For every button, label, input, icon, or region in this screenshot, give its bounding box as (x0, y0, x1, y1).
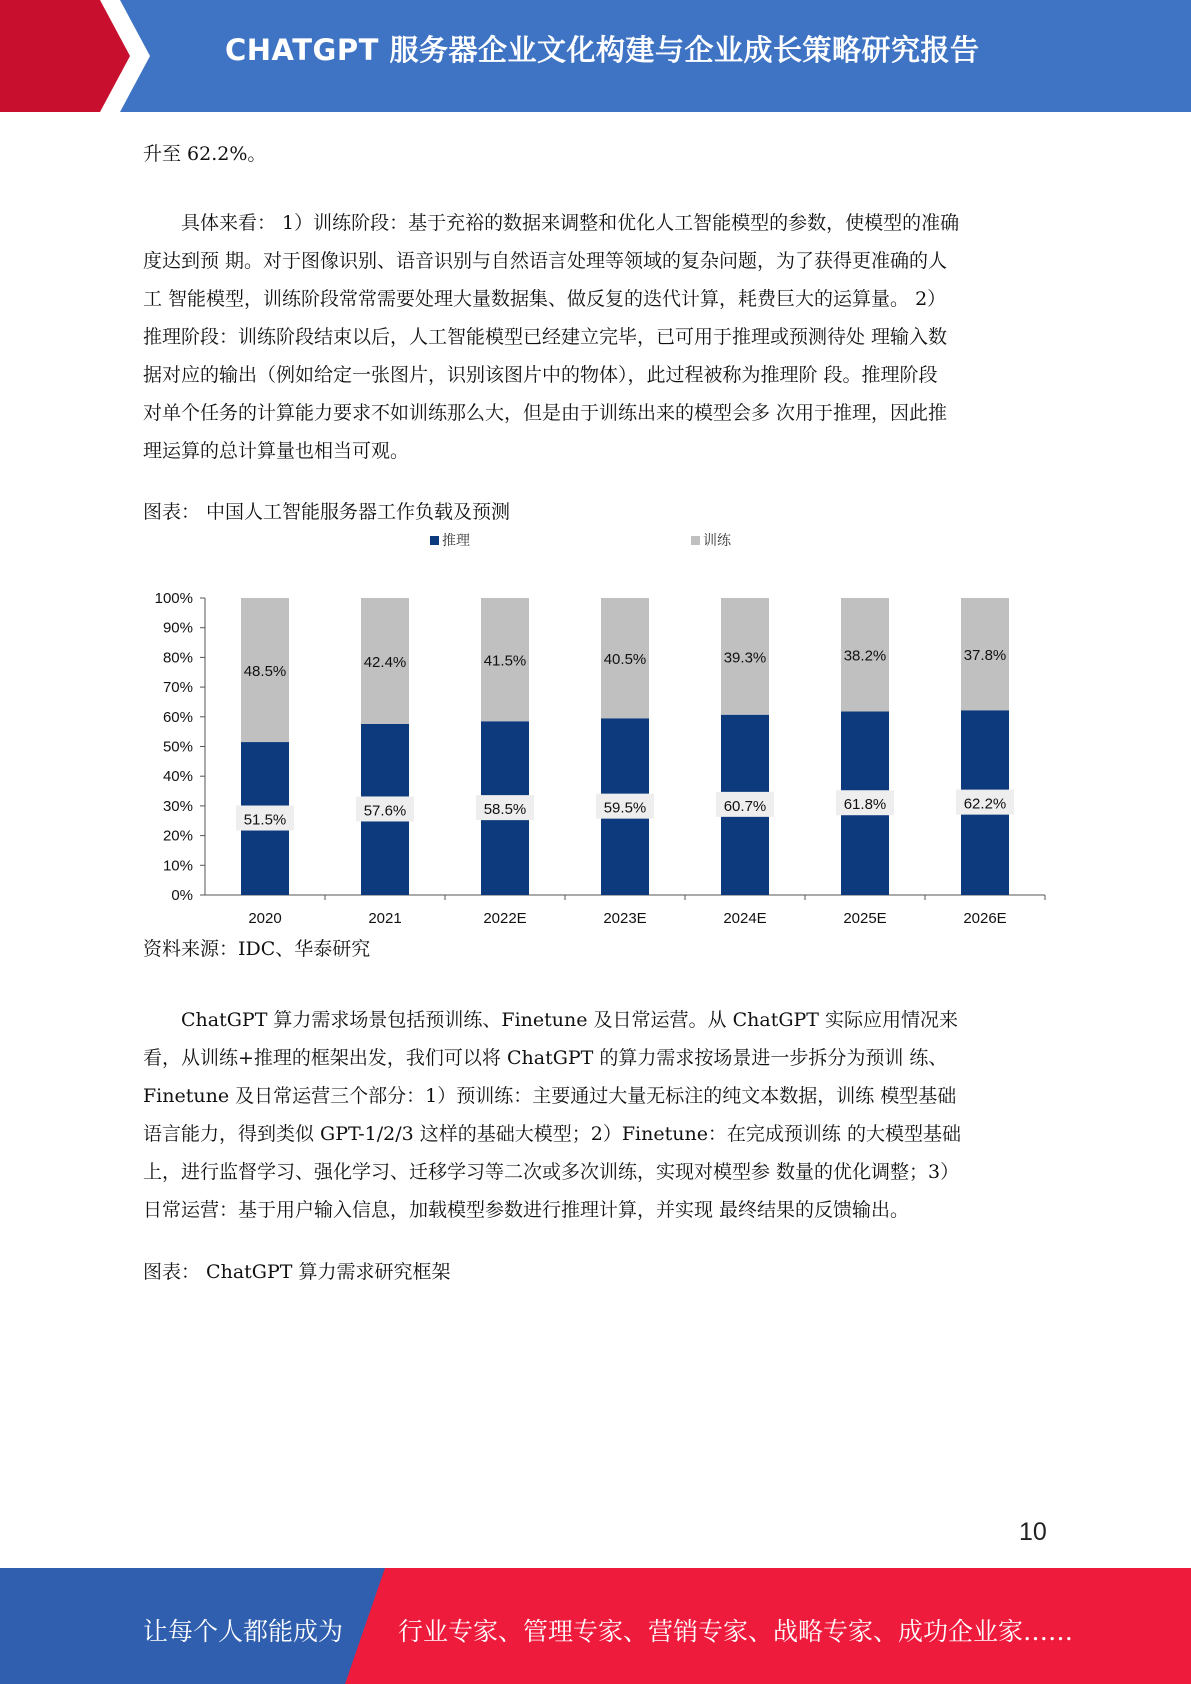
data-label-inference: 61.8% (843, 796, 887, 814)
x-tick-label: 2026E (963, 910, 1007, 927)
paragraph-line: 具体来看： 1）训练阶段：基于充裕的数据来调整和优化人工智能模型的参数，使模型的准确 (181, 212, 960, 234)
data-label-training: 40.5% (603, 651, 647, 669)
y-tick-label: 40% (162, 768, 193, 786)
paragraph-line: 看，从训练+推理的框架出发，我们可以将 ChatGPT 的算力需求按场景进一步拆分为预训 练、 (143, 1047, 948, 1069)
data-label-inference: 58.5% (483, 801, 527, 819)
page-number: 10 (1019, 1518, 1047, 1546)
x-tick-label: 2021 (368, 910, 402, 927)
paragraph-stages (143, 204, 1048, 470)
x-tick-label: 2024E (723, 910, 767, 927)
legend-label-training: 训练 (703, 533, 731, 549)
y-tick-label: 90% (162, 619, 193, 637)
paragraph-line: 理运算的总计算量也相当可观。 (143, 440, 410, 462)
y-tick-label: 0% (171, 887, 193, 904)
y-tick-label: 60% (162, 708, 193, 726)
y-tick-label: 80% (162, 649, 193, 667)
workload-stacked-bar-chart (140, 525, 1060, 930)
data-label-training: 48.5% (243, 663, 287, 681)
y-tick-label: 70% (162, 679, 193, 697)
paragraph-line: 上，进行监督学习、强化学习、迁移学习等二次或多次训练，实现对模型参 数量的优化调整；3） (143, 1161, 960, 1183)
figure2-caption: 图表： ChatGPT 算力需求研究框架 (143, 1261, 451, 1283)
x-tick-label: 2023E (603, 910, 647, 927)
figure1-caption: 图表： 中国人工智能服务器工作负载及预测 (143, 501, 511, 523)
header-chevron-decoration (0, 0, 160, 112)
legend-label-inference: 推理 (442, 533, 470, 549)
data-label-training: 42.4% (363, 653, 407, 671)
paragraph-intro: 升至 62.2%。 (143, 143, 267, 165)
x-tick-label: 2022E (483, 910, 527, 927)
paragraph-line: 工 智能模型，训练阶段常常需要处理大量数据集、做反复的迭代计算，耗费巨大的运算量。 2） (143, 288, 947, 310)
data-label-training: 41.5% (483, 652, 527, 670)
x-tick-label: 2025E (843, 910, 887, 927)
data-label-inference: 57.6% (363, 802, 407, 820)
paragraph-chatgpt (143, 1001, 1048, 1229)
y-tick-label: 20% (162, 827, 193, 845)
y-tick-label: 10% (162, 857, 193, 875)
legend-swatch-inference (430, 536, 439, 545)
data-label-training: 39.3% (723, 649, 767, 667)
paragraph-line: 对单个任务的计算能力要求不如训练那么大，但是由于训练出来的模型会多 次用于推理，因此推 (143, 402, 948, 424)
footer-slogan-left: 让每个人都能成为 (143, 1617, 344, 1646)
legend-swatch-training (691, 536, 700, 545)
paragraph-line: 推理阶段：训练阶段结束以后，人工智能模型已经建立完毕，已可用于推理或预测待处 理输入数 (143, 326, 948, 348)
data-label-inference: 59.5% (603, 799, 647, 817)
header-title: CHATGPT 服务器企业文化构建与企业成长策略研究报告 (225, 33, 980, 67)
paragraph-line: Finetune 及日常运营三个部分：1）预训练：主要通过大量无标注的纯文本数据，训练 模型基础 (143, 1085, 957, 1107)
chart-source: 资料来源：IDC、华泰研究 (143, 938, 371, 960)
paragraph-line: ChatGPT 算力需求场景包括预训练、Finetune 及日常运营。从 ChatGPT 实际应用情况来 (181, 1009, 958, 1031)
data-label-training: 38.2% (843, 647, 887, 665)
page-header (0, 0, 1191, 112)
paragraph-line: 据对应的输出（例如给定一张图片，识别该图片中的物体），此过程被称为推理阶 段。推理阶段 (143, 364, 938, 386)
paragraph-line: 日常运营：基于用户输入信息，加载模型参数进行推理计算，并实现 最终结果的反馈输出。 (143, 1199, 910, 1221)
data-label-inference: 60.7% (723, 797, 767, 815)
x-tick-label: 2020 (248, 910, 282, 927)
paragraph-line: 度达到预 期。对于图像识别、语音识别与自然语言处理等领域的复杂问题，为了获得更准确的人 (143, 250, 948, 272)
data-label-inference: 62.2% (963, 795, 1007, 813)
y-tick-label: 50% (162, 738, 193, 756)
y-tick-label: 100% (154, 590, 193, 607)
data-label-training: 37.8% (963, 647, 1007, 665)
data-label-inference: 51.5% (243, 811, 287, 829)
paragraph-line: 语言能力，得到类似 GPT-1/2/3 这样的基础大模型；2）Finetune：在完成预训练 的大模型基础 (143, 1123, 961, 1145)
y-tick-label: 30% (162, 797, 193, 815)
footer-slogan-right: 行业专家、管理专家、营销专家、战略专家、成功企业家…… (398, 1617, 1074, 1646)
